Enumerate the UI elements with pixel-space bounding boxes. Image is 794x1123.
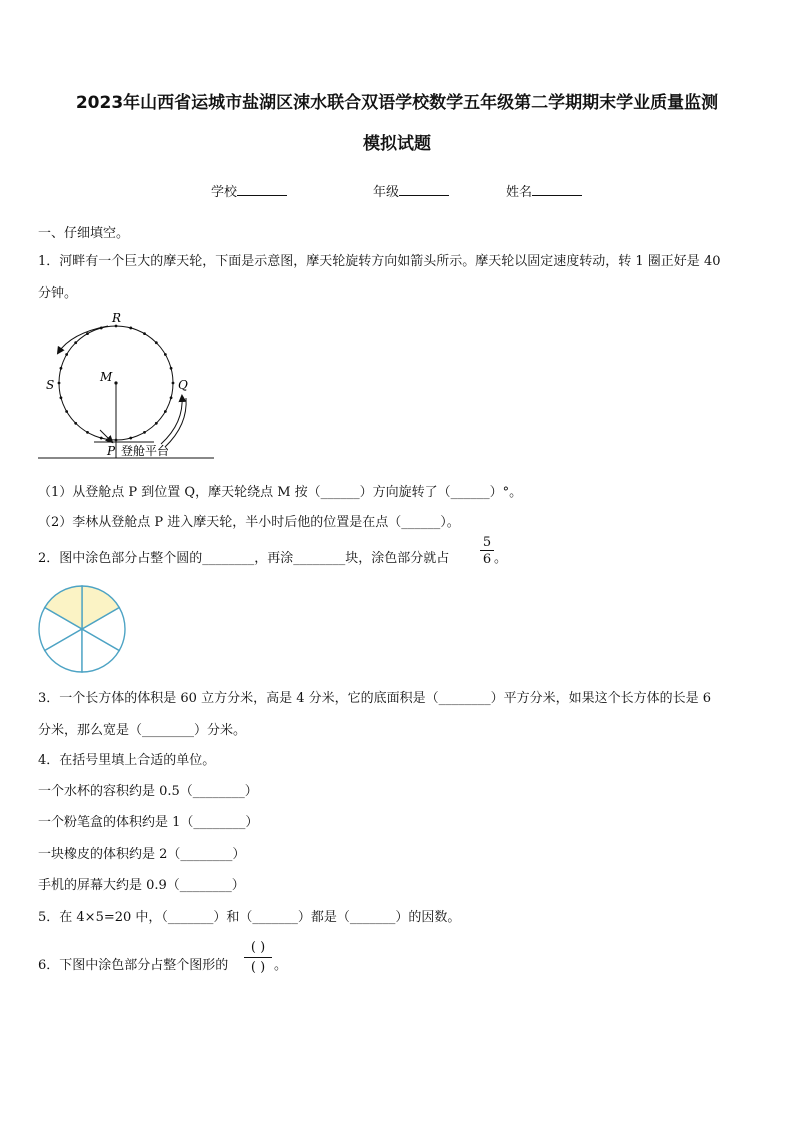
grade-label: 年级 xyxy=(373,185,400,200)
wheel-dot xyxy=(86,332,89,335)
school-blank[interactable] xyxy=(237,181,287,196)
school-field xyxy=(211,181,287,200)
rotation-arrow-top xyxy=(58,326,108,353)
label-P: P xyxy=(107,444,116,458)
grade-field xyxy=(373,181,449,200)
q6-text: 6．下图中涂色部分占整个图形的 xyxy=(38,958,229,973)
q4-item-4: 手机的屏幕大约是 0.9（________） xyxy=(38,878,245,893)
name-blank[interactable] xyxy=(532,181,582,196)
boarding-arrow xyxy=(100,430,112,442)
platform-label: 登舱平台 xyxy=(121,444,170,458)
q3-text-line1: 3．一个长方体的体积是 60 立方分米，高是 4 分米，它的底面积是（________）平方分米，如果这个长方体的长是 6 xyxy=(38,691,712,706)
wheel-dot xyxy=(155,341,158,344)
section-heading: 一、仔细填空。 xyxy=(38,226,130,241)
q5-text: 5．在 4×5=20 中，（_______）和（_______）都是（_______）的因数。 xyxy=(38,910,461,925)
name-field xyxy=(506,181,582,200)
label-M: M xyxy=(100,370,113,384)
page-title-line2: 模拟试题 xyxy=(363,134,431,154)
label-Q: Q xyxy=(178,378,188,392)
q2-end: 。 xyxy=(494,551,508,566)
wheel-dot xyxy=(58,382,61,385)
q2-text-wrap xyxy=(38,547,449,566)
q4-item-3: 一块橡皮的体积约是 2（________） xyxy=(38,847,246,862)
label-S: S xyxy=(46,378,55,392)
wheel-dot xyxy=(170,367,173,370)
q1-text-line2: 分钟。 xyxy=(38,286,78,301)
q3-text-line2: 分米，那么宽是（________）分米。 xyxy=(38,723,247,738)
ferris-wheel-diagram xyxy=(36,308,216,464)
school-label: 学校 xyxy=(211,185,238,200)
wheel-dot xyxy=(115,325,118,328)
label-R: R xyxy=(112,311,122,325)
name-label: 姓名 xyxy=(506,185,533,200)
wheel-dot xyxy=(65,353,68,356)
wheel-dot xyxy=(60,367,63,370)
wheel-dot xyxy=(170,396,173,399)
pie-sectors xyxy=(39,586,125,672)
wheel-dot xyxy=(65,410,68,413)
pie-circle-diagram xyxy=(36,583,128,675)
q4-text: 4．在括号里填上合适的单位。 xyxy=(38,753,216,768)
wheel-dot xyxy=(129,437,132,440)
q1-sub2: （2）李林从登舱点 P 进入摩天轮，半小时后他的位置是在点（______）。 xyxy=(38,515,460,530)
wheel-dot xyxy=(143,431,146,434)
wheel-dot xyxy=(155,422,158,425)
rotation-arrow-right xyxy=(161,396,182,444)
page-title-line1: 2023年山西省运城市盐湖区涑水联合双语学校数学五年级第二学期期末学业质量监测 xyxy=(75,93,719,113)
center-point xyxy=(114,381,117,384)
wheel-dot xyxy=(129,327,132,330)
wheel-dot xyxy=(86,431,89,434)
q2-text: 2．图中涂色部分占整个圆的________，再涂________块，涂色部分就占 xyxy=(38,551,450,566)
wheel-dot xyxy=(172,382,175,385)
wheel-dot xyxy=(74,422,77,425)
q2-frac-den: 6 xyxy=(482,552,492,567)
wheel-dot xyxy=(143,332,146,335)
q6-end: 。 xyxy=(274,958,288,973)
q4-item-2: 一个粉笔盒的体积约是 1（________） xyxy=(38,815,259,830)
q2-fraction xyxy=(480,535,494,568)
q1-text-line1: 1．河畔有一个巨大的摩天轮，下面是示意图，摩天轮旋转方向如箭头所示。摩天轮以固定速度转动，转 1 圈正好是 40 xyxy=(38,254,721,269)
wheel-dot xyxy=(60,396,63,399)
q4-item-1: 一个水杯的容积约是 0.5（________） xyxy=(38,784,258,799)
wheel-dot xyxy=(100,437,103,440)
wheel-dot xyxy=(164,410,167,413)
grade-blank[interactable] xyxy=(399,181,449,196)
q1-sub1: （1）从登舱点 P 到位置 Q，摩天轮绕点 M 按（______）方向旋转了（______）°。 xyxy=(38,485,523,500)
wheel-dot xyxy=(164,353,167,356)
q2-frac-num: 5 xyxy=(480,535,494,551)
wheel-dot xyxy=(74,341,77,344)
q6-frac-num: ( ) xyxy=(244,939,272,958)
q6-frac-den: ( ) xyxy=(250,960,266,975)
q6-fraction xyxy=(244,939,272,978)
